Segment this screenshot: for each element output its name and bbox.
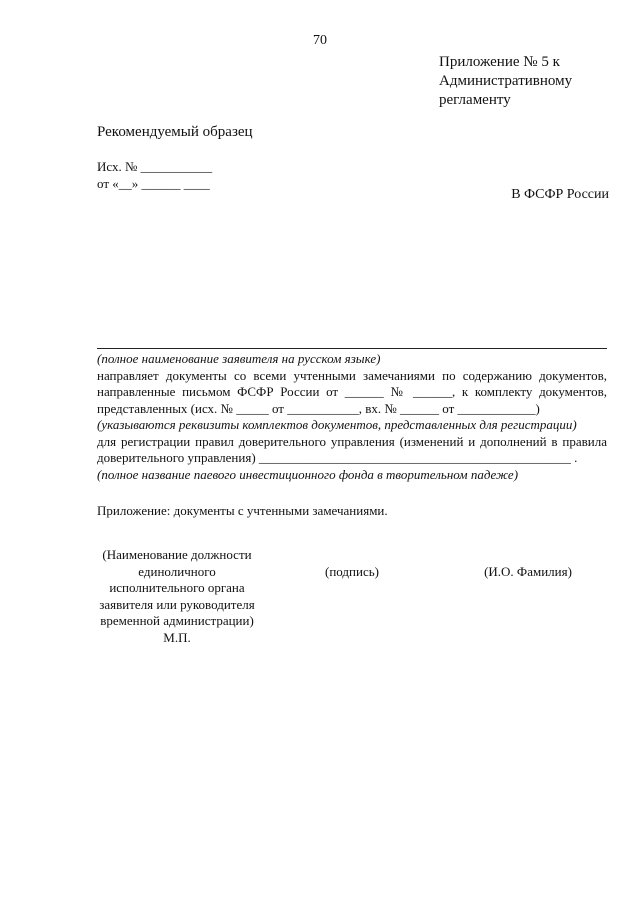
applicant-hint: (полное наименование заявителя на русском языке) [97, 351, 381, 366]
attachment-note: Приложение: документы с учтенными замечаниями. [97, 503, 388, 518]
position-line-4: заявителя или руководителя [99, 596, 255, 612]
body-line-4: для регистрации правил доверительного управления (изменений и дополнений в правила [97, 433, 607, 449]
appendix-header [439, 53, 572, 110]
position-line-3: исполнительного органа [109, 580, 245, 595]
page-number: 70 [313, 33, 327, 48]
appendix-line-3: регламенту [439, 92, 511, 108]
fund-hint: (полное название паевого инвестиционного фонда в творительном падеже) [97, 466, 519, 482]
body-line-5: доверительного управления) ________________________________________________ . [97, 450, 578, 465]
position-line-5: временной администрации) [100, 613, 254, 628]
letter-body [97, 351, 607, 483]
sample-label: Рекомендуемый образец [97, 124, 253, 140]
outgoing-reference [97, 158, 212, 192]
full-name-label: (И.О. Фамилия) [484, 564, 572, 579]
body-line-2: направленные письмом ФСФР России от ______ № ______, к комплекту документов, [97, 384, 607, 399]
position-line-2: единоличного [138, 563, 216, 579]
outgoing-number-line: Исх. № ___________ [97, 159, 213, 174]
signature-label: (подпись) [325, 564, 379, 579]
appendix-line-2: Административному [439, 73, 573, 89]
requisites-hint: (указываются реквизиты комплектов документов, представленных для регистрации) [97, 417, 577, 432]
stamp-label: М.П. [163, 629, 191, 645]
applicant-name-line [97, 348, 607, 349]
appendix-line-1: Приложение № 5 к [439, 54, 560, 70]
outgoing-date-line: от «__» ______ ____ [97, 176, 210, 191]
body-line-3: представленных (исх. № _____ от ___________, вх. № ______ от ____________) [97, 400, 540, 416]
position-line-1: (Наименование должности [102, 547, 252, 562]
body-line-1: направляет документы со всеми учтенными замечаниями по содержанию документов, [97, 367, 607, 383]
addressee: В ФСФР России [511, 187, 609, 202]
position-title-block [97, 547, 257, 646]
